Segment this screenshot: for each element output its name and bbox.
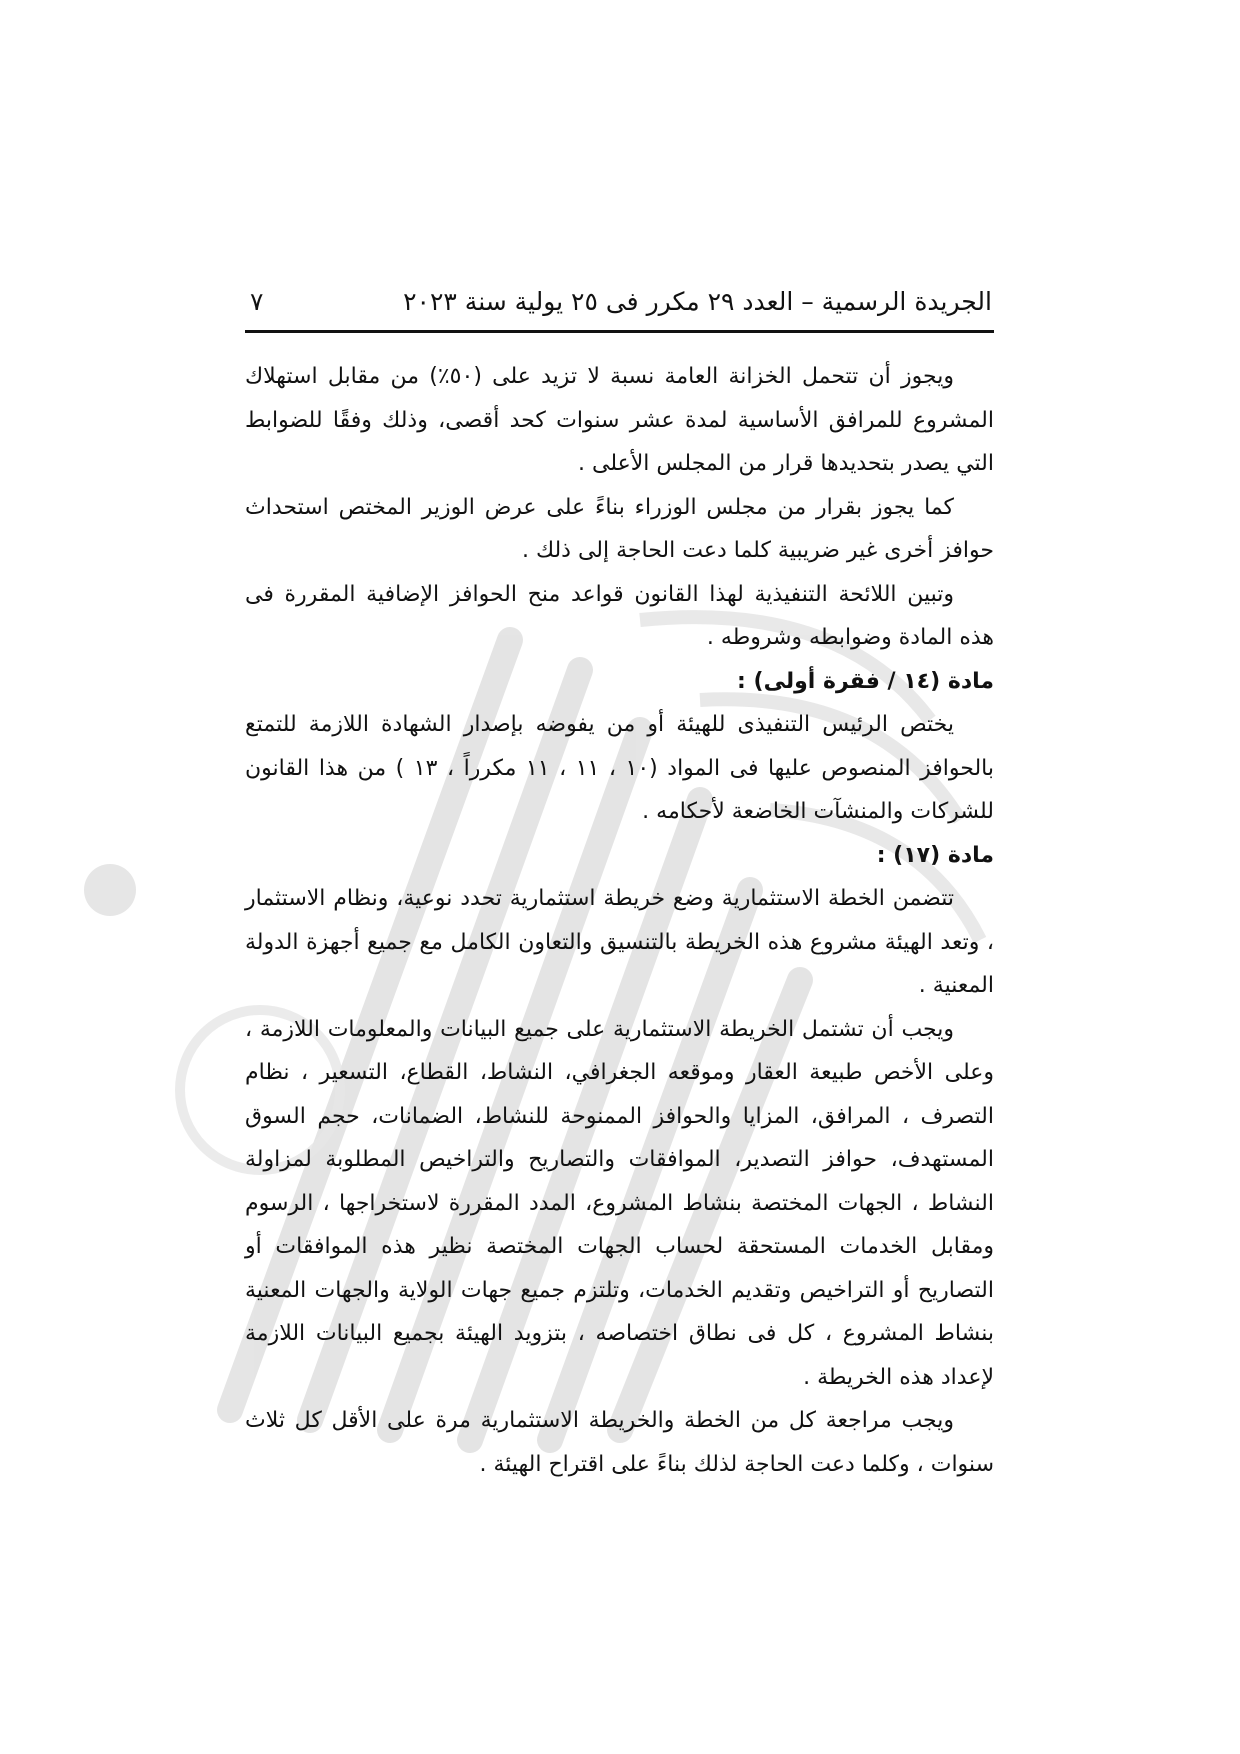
paragraph-cabinet-incentives: كما يجوز بقرار من مجلس الوزراء بناءً على عرض الوزير المختص استحداث حوافز أخرى غير ضريبية كلما دعت الحاجة إلى ذلك . — [245, 494, 994, 563]
page-header — [250, 282, 992, 322]
header-divider — [245, 330, 994, 333]
document-body — [245, 355, 994, 1486]
article-17-ref: (١٧) — [893, 842, 941, 868]
article-17-paragraph-map: تتضمن الخطة الاستثمارية وضع خريطة استثمارية تحدد نوعية، ونظام الاستثمار ، وتعد الهيئة مشروع هذه الخريطة بالتنسيق والتعاون الكامل مع جميع أجهزة الدولة المعنية . — [245, 886, 994, 998]
article-14-text: يختص الرئيس التنفيذى للهيئة أو من يفوضه بإصدار الشهادة اللازمة للتمتع بالحوافز المنصوص عليها فى المواد (١٠ ، ١١ ، ١١ مكرراً ، ١٣ ) من هذا القانون للشركات والمنشآت الخاضعة لأحكامه . — [245, 712, 995, 824]
page-number: ٧ — [250, 287, 264, 316]
article-14-ref: (١٤ / فقرة أولى) — [753, 668, 941, 694]
article-14-label: مادة — [947, 668, 994, 694]
paragraph-treasury: ويجوز أن تتحمل الخزانة العامة نسبة لا تزيد على (٥٠٪) من مقابل استهلاك المشروع للمرافق الأساسية لمدة عشر سنوات كحد أقصى، وذلك وفقًا للضوابط التي يصدر بتحديدها قرار من المجلس الأعلى . — [245, 364, 994, 476]
paragraph-executive-regulations: وتبين اللائحة التنفيذية لهذا القانون قواعد منح الحوافز الإضافية المقررة فى هذه المادة وضوابطه وشروطه . — [245, 581, 994, 650]
article-17-label: مادة — [947, 842, 994, 868]
article-14-suffix: : — [737, 668, 754, 694]
article-17-heading — [245, 834, 994, 878]
article-14-heading — [245, 660, 994, 704]
watermark-dot — [84, 864, 136, 916]
article-17-suffix: : — [876, 842, 894, 868]
article-17-paragraph-review: ويجب مراجعة كل من الخطة والخريطة الاستثمارية مرة على الأقل كل ثلاث سنوات ، وكلما دعت الحاجة لذلك بناءً على اقتراح الهيئة . — [245, 1408, 994, 1477]
gazette-title: الجريدة الرسمية – العدد ٢٩ مكرر فى ٢٥ يولية سنة ٢٠٢٣ — [403, 287, 992, 316]
article-17-paragraph-contents: ويجب أن تشتمل الخريطة الاستثمارية على جميع البيانات والمعلومات اللازمة ، وعلى الأخص طبيعة العقار وموقعه الجغرافي، النشاط، القطاع، التسعير ، نظام التصرف ، المرافق، المزايا والحوافز الممنوحة للنشاط، الضمانات، حجم السوق المستهدف، حوافز التصدير، الموافقات والتصاريح والتراخيص المطلوبة لمزاولة النشاط ، الجهات المختصة بنشاط المشروع، المدد المقررة لاستخراجها ، الرسوم ومقابل الخدمات المستحقة لحساب الجهات المختصة نظير هذه الموافقات أو التصاريح أو التراخيص وتقديم الخدمات، وتلتزم جميع جهات الولاية والجهات المعنية بنشاط المشروع ، كل فى نطاق اختصاصه ، بتزويد الهيئة بجميع البيانات اللازمة لإعداد هذه الخريطة . — [245, 1016, 994, 1390]
